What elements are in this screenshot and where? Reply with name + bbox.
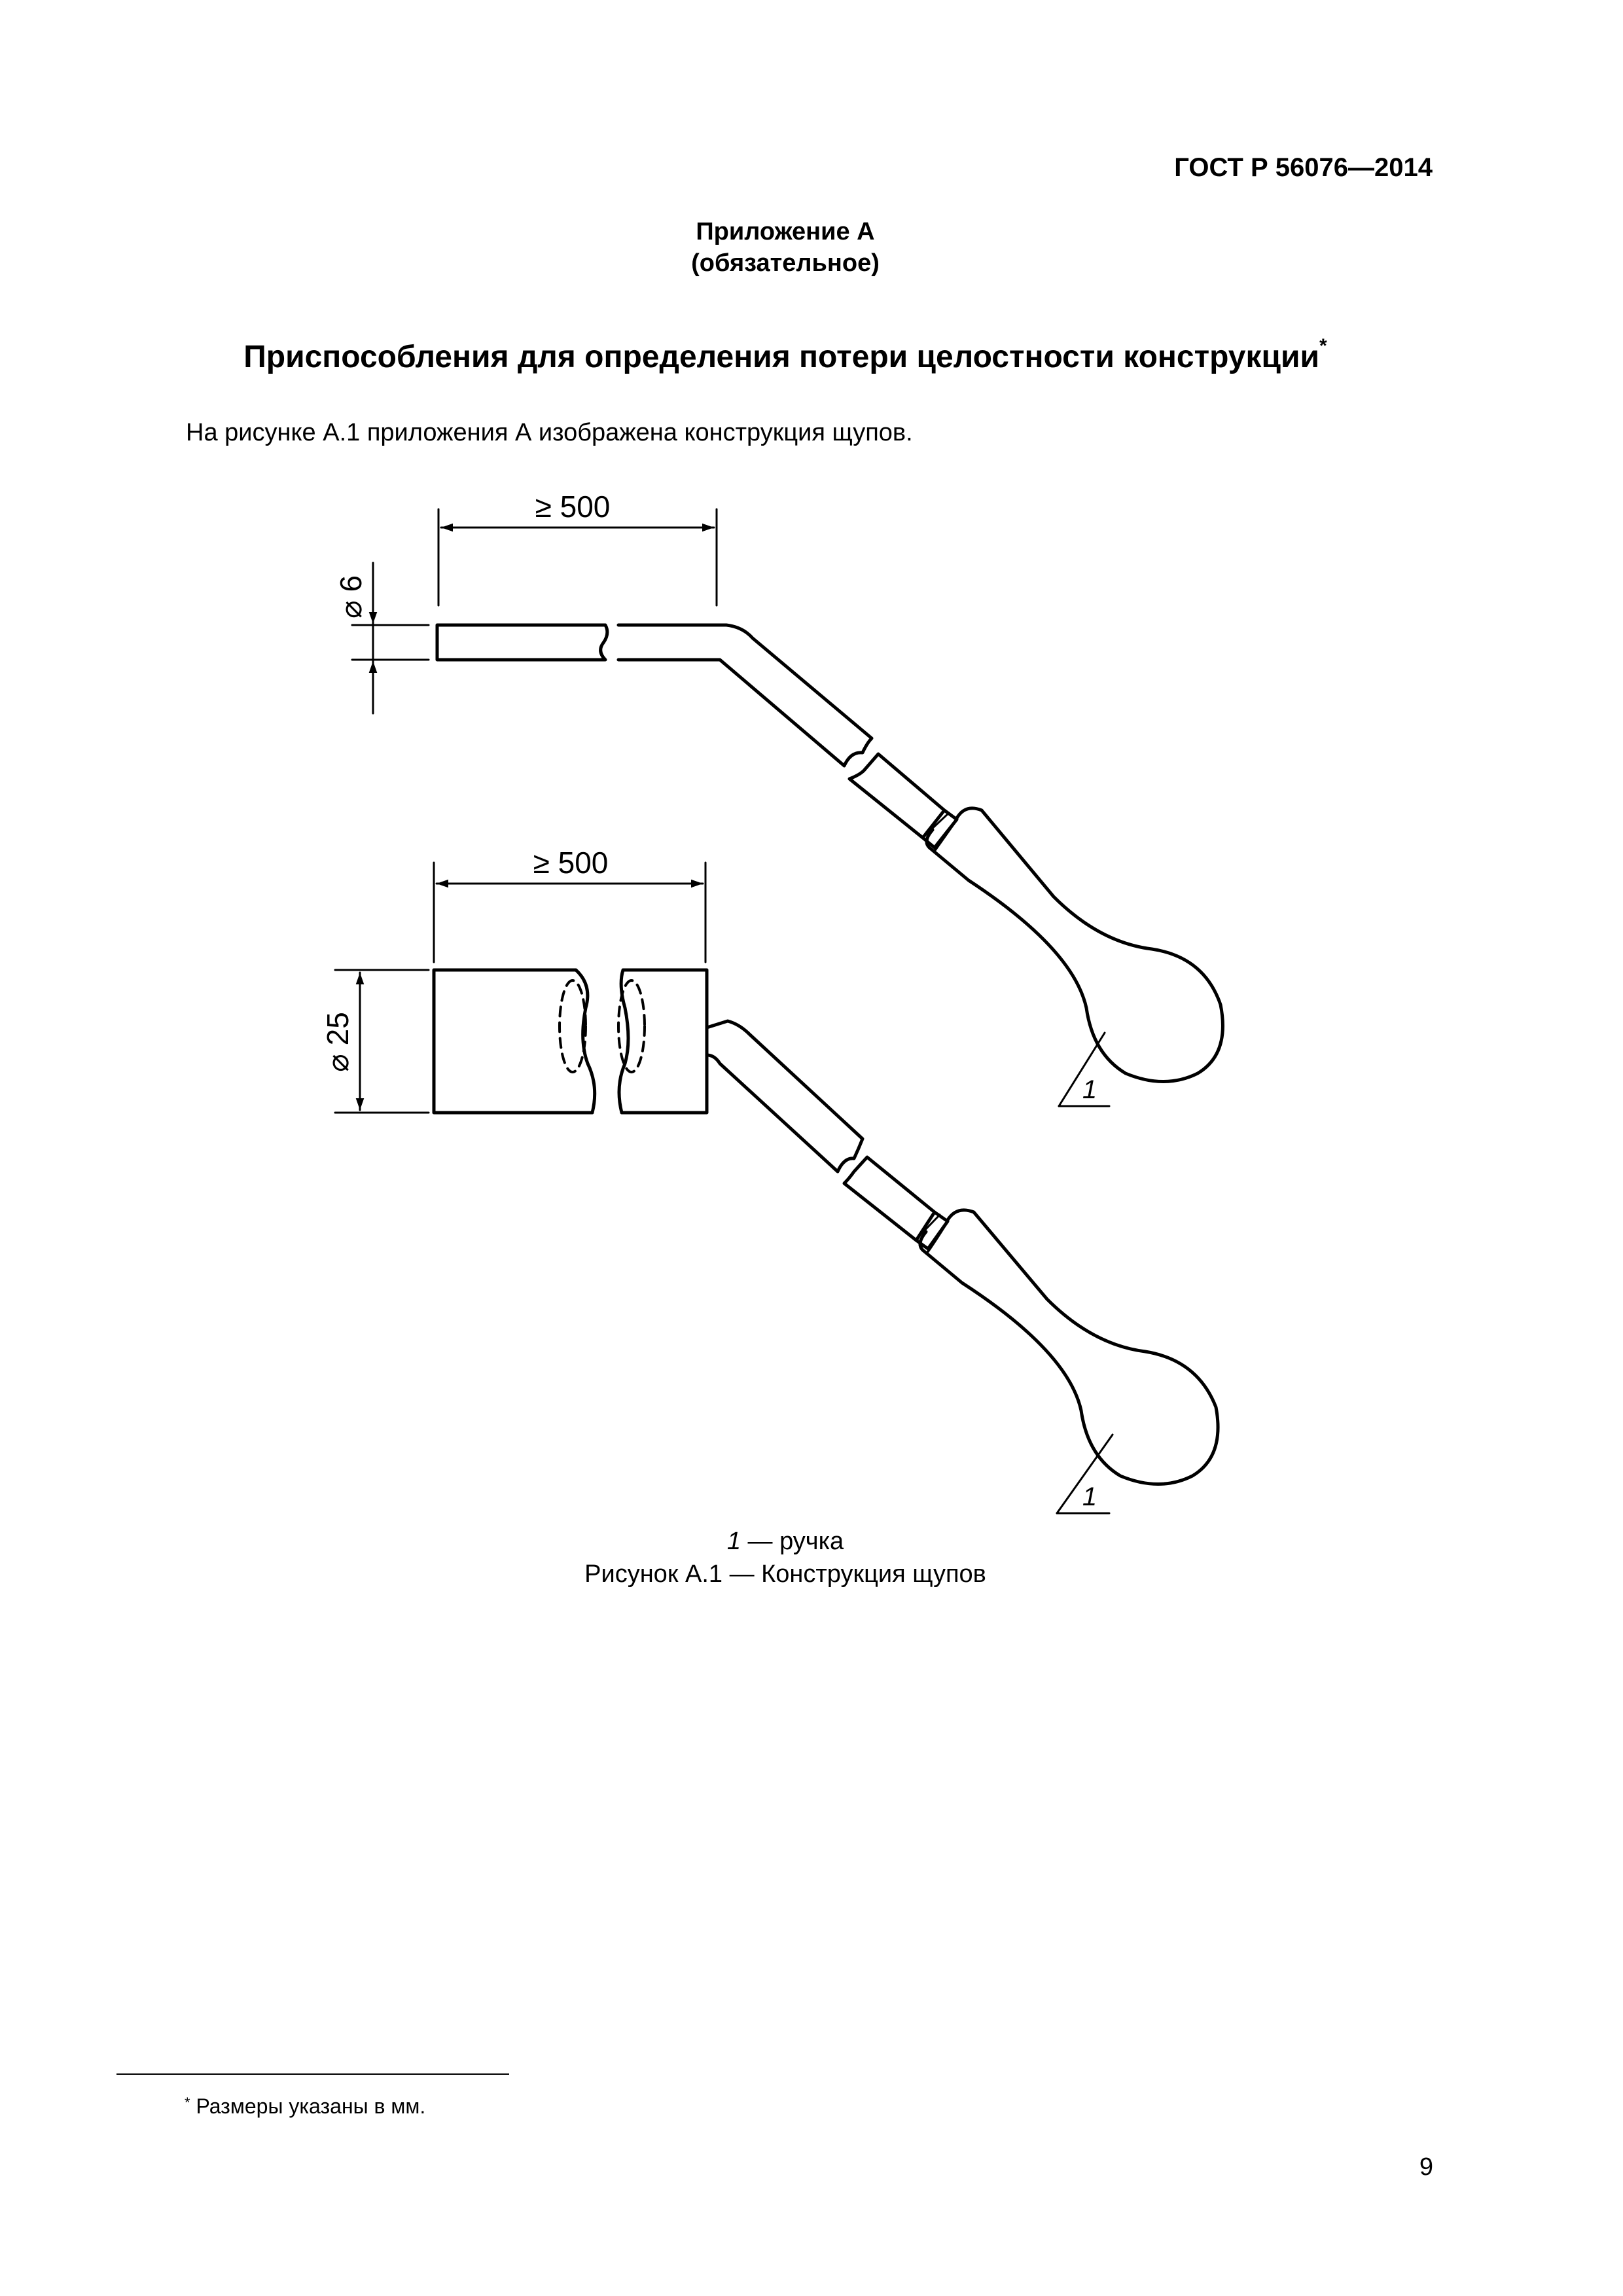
- top-length-label: ≥ 500: [535, 490, 611, 524]
- top-callout-number: 1: [1082, 1075, 1097, 1104]
- bottom-diameter-label: ⌀ 25: [321, 1012, 355, 1072]
- bottom-probe: [321, 846, 1218, 1513]
- bottom-cylinder-right: [619, 970, 707, 1113]
- intro-paragraph: На рисунке А.1 приложения А изображена конструкция щупов.: [186, 419, 913, 446]
- bottom-rod-upper: [707, 1021, 863, 1172]
- top-rod-left: [437, 625, 607, 660]
- footnote-text: Размеры указаны в мм.: [190, 2094, 426, 2118]
- top-diameter-label: ⌀ 6: [334, 575, 368, 619]
- figure-caption: Рисунок А.1 — Конструкция щупов: [584, 1560, 986, 1588]
- bottom-rod-lower: [844, 1157, 935, 1240]
- legend-text: — ручка: [740, 1528, 844, 1555]
- bottom-callout-number: 1: [1082, 1482, 1097, 1511]
- page-title-text: Приспособления для определения потери целостности конструкции: [243, 340, 1320, 374]
- top-handle: [927, 808, 1222, 1082]
- footnote-divider: [116, 2073, 509, 2075]
- bottom-cylinder-left: [434, 970, 595, 1113]
- top-probe: [334, 490, 1222, 1106]
- page-number: 9: [1419, 2153, 1433, 2181]
- document-code: ГОСТ Р 56076—2014: [1174, 153, 1433, 182]
- footnote: [185, 2094, 425, 2119]
- figure-legend: [0, 1528, 1571, 1556]
- appendix-status: (обязательное): [691, 249, 880, 277]
- top-rod-lower: [849, 754, 944, 838]
- top-length-dimension: [438, 509, 717, 605]
- bottom-length-label: ≥ 500: [533, 846, 609, 880]
- legend-number: 1: [726, 1528, 741, 1555]
- top-rod-right: [618, 625, 872, 766]
- bottom-handle: [920, 1210, 1218, 1484]
- title-footnote-mark: *: [1319, 335, 1327, 357]
- footnote-mark: *: [185, 2094, 190, 2111]
- appendix-label: Приложение А: [696, 218, 875, 245]
